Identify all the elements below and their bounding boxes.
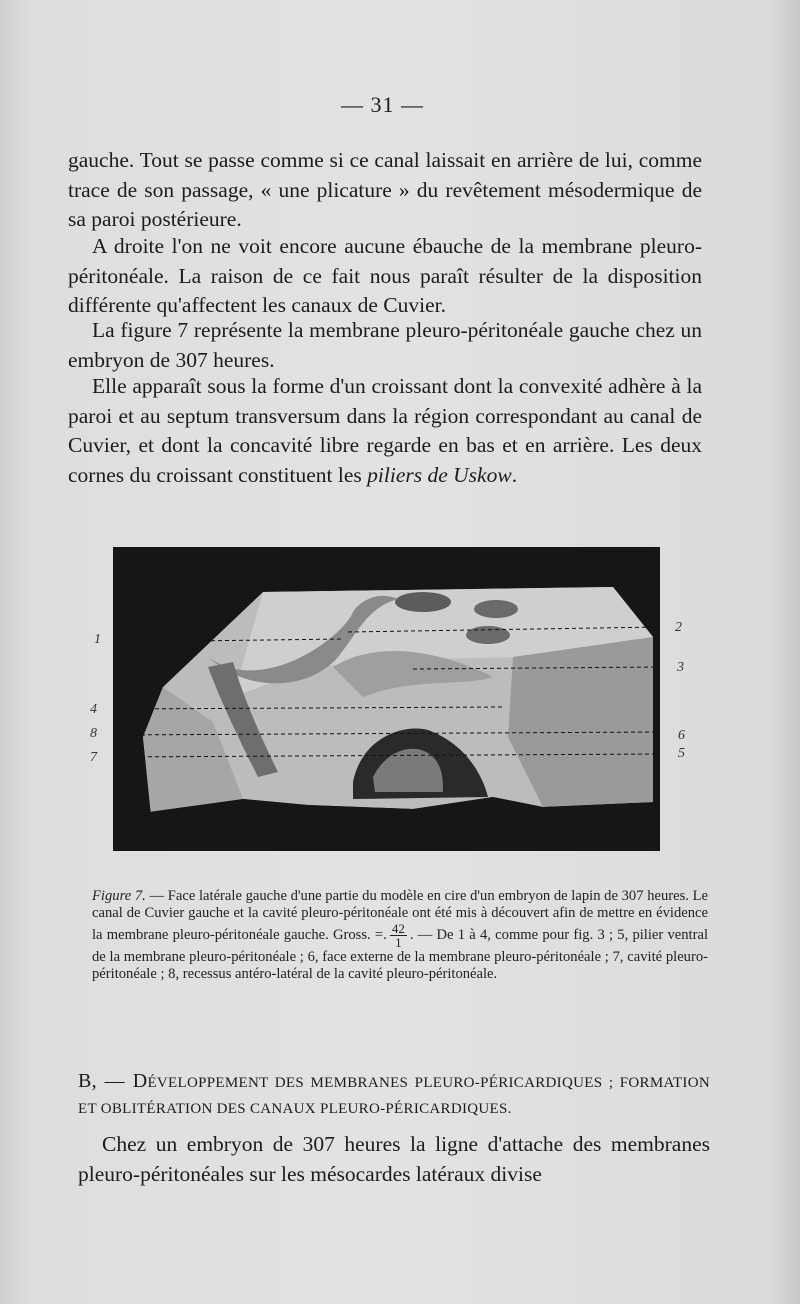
section-title-text: ÉVELOPPEMENT DES MEMBRANES PLEURO-PÉRICARDIQUES ; FORMATION ET OBLITÉRATION DES CANAUX PLEURO-PÉRICARDIQUES. [78,1075,710,1117]
figure-7-illustration [113,547,660,851]
paragraph-4-end: . [511,462,518,487]
fraction-denominator: 1 [395,935,402,950]
figure-label-6: 6 [678,728,685,743]
paragraph-4-text: Elle apparaît sous la forme d'un croissant dont la convexité adhère à la paroi et au septum transversum dans la région correspondant au canal de Cuvier, et dont la concavité libre regarde en bas et en arrière. Les deux cornes du croissant constituent les [68,374,702,487]
paragraph-4-italic: piliers de Uskow [367,462,512,487]
paragraph-5-text: Chez un embryon de 307 heures la ligne d'attache des membranes pleuro-péritonéales sur les mésocardes latéraux divise [78,1132,710,1186]
figure-label-8: 8 [90,726,97,741]
caption-part-2: . — De 1 à 4, comme pour fig. 3 ; 5, pilier ventral de la membrane pleuro-péritonéale ; 6, face externe de la membrane pleuro-péritonéale ; 7, cavité pleuro-péritonéale ; 8, recessus antéro-latéral de la cavité pleuro-péritonéale. [92,926,708,982]
paragraph-5 [78,1130,710,1189]
figure-label-4: 4 [90,702,97,717]
paragraph-3-text: La figure 7 représente la membrane pleuro-péritonéale gauche chez un embryon de 307 heures. [68,318,702,372]
caption-part-1: — Face latérale gauche d'une partie du modèle en cire d'un embryon de lapin de 307 heures. Le canal de Cuvier gauche et la cavité pleuro-péritonéale ont été mis à découvert afin de mettre en évidence la membrane pleuro-péritonéale gauche. Gross. =. [92,888,708,943]
figure-label-2: 2 [675,620,682,635]
figure-label-3: 3 [677,660,684,675]
paragraph-4 [68,372,702,490]
section-letter: B, — D [78,1070,148,1092]
page-number: — 31 — [341,92,424,117]
caption-lead: Figure 7. [92,888,146,904]
figure-label-7: 7 [90,750,97,765]
caption-fraction [390,922,407,949]
paragraph-1: gauche. Tout se passe comme si ce canal laissait en arrière de lui, comme trace de son passage, « une plicature » du revêtement mésodermique de sa paroi postérieure. [68,148,702,232]
paragraph-2-text: A droite l'on ne voit encore aucune ébauche de la membrane pleuro-péritonéale. La raison de ce fait nous paraît résulter de la disposition différente qu'affectent les canaux de Cuvier. [68,234,702,318]
paragraph-2 [68,232,702,321]
figure-label-1: 1 [94,632,101,647]
figure-label-5: 5 [678,746,685,761]
figure-caption [92,888,708,983]
paragraph-3 [68,316,702,375]
fraction-numerator: 42 [391,921,405,936]
wax-model-drawing [113,547,660,851]
section-heading [78,1068,710,1122]
